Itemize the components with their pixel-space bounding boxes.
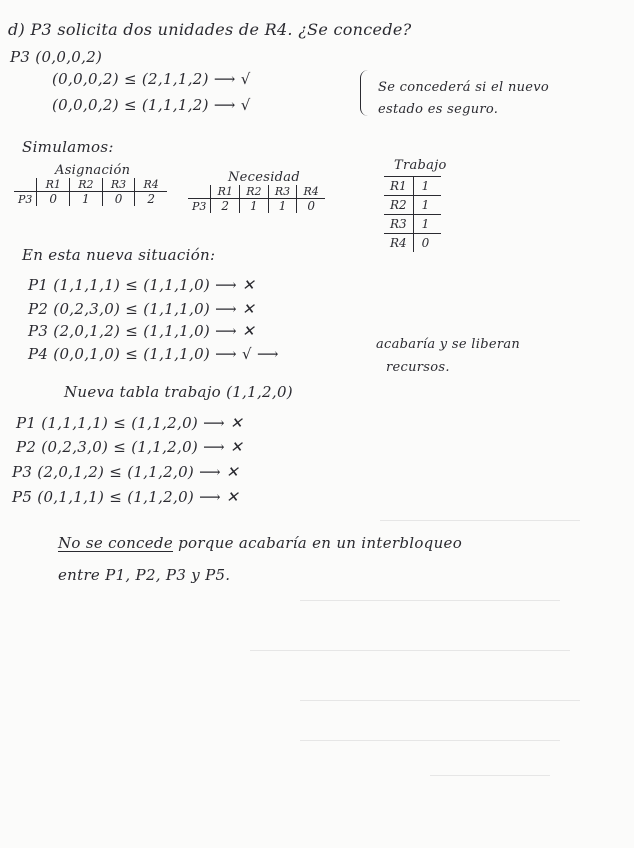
nec-h4: R4 — [297, 185, 325, 199]
asig-h4: R4 — [135, 178, 167, 192]
nec-v2: 1 — [240, 199, 269, 214]
trabajo-r1-label: R1 — [390, 179, 407, 193]
p4-note-line-1: acabaría y se liberan — [376, 337, 521, 352]
nueva-line-p5: P5 (0,1,1,1) ≤ (1,1,2,0) ⟶ ✕ — [12, 488, 239, 506]
nec-v1: 2 — [211, 199, 240, 214]
asig-v1: 0 — [37, 192, 70, 207]
asignacion-table — [14, 178, 167, 206]
nec-h1: R1 — [211, 185, 240, 199]
situacion-line-p3: P3 (2,0,1,2) ≤ (1,1,1,0) ⟶ ✕ — [28, 322, 255, 340]
simulate-label: Simulamos: — [22, 138, 114, 156]
nueva-line-p1: P1 (1,1,1,1) ≤ (1,1,2,0) ⟶ ✕ — [16, 414, 243, 432]
trabajo-r4-label: R4 — [390, 236, 407, 250]
asig-v3: 0 — [102, 192, 135, 207]
situacion-label: En esta nueva situación: — [22, 246, 216, 264]
nec-h3: R3 — [268, 185, 297, 199]
conclusion-rest: porque acabaría en un interbloqueo — [178, 534, 463, 552]
asig-v2: 1 — [70, 192, 103, 207]
situacion-line-p4: P4 (0,0,1,0) ≤ (1,1,1,0) ⟶ √ ⟶ — [28, 345, 279, 363]
show-through-line — [300, 700, 580, 701]
necesidad-title: Necesidad — [228, 170, 300, 185]
trabajo-r1-value: 1 — [413, 177, 441, 196]
request-vector: P3 (0,0,0,2) — [10, 48, 103, 66]
asig-row-label: P3 — [18, 192, 33, 206]
trabajo-table — [384, 176, 441, 252]
nueva-line-p3: P3 (2,0,1,2) ≤ (1,1,2,0) ⟶ ✕ — [12, 463, 239, 481]
asig-h2: R2 — [70, 178, 103, 192]
brace — [360, 70, 371, 116]
trabajo-r4-value: 0 — [413, 234, 441, 253]
necesidad-table — [188, 185, 325, 213]
asig-v4: 2 — [135, 192, 167, 207]
p4-note-line-2: recursos. — [386, 360, 450, 375]
nec-v3: 1 — [268, 199, 297, 214]
show-through-line — [300, 600, 560, 601]
trabajo-r3-label: R3 — [390, 217, 407, 231]
question-heading: d) P3 solicita dos unidades de R4. ¿Se concede? — [8, 20, 412, 39]
nec-h2: R2 — [240, 185, 269, 199]
conclusion-underlined: No se concede — [58, 534, 174, 552]
show-through-line — [300, 740, 560, 741]
note-line-1: Se concederá si el nuevo — [378, 80, 550, 95]
situacion-line-p2: P2 (0,2,3,0) ≤ (1,1,1,0) ⟶ ✕ — [28, 300, 255, 318]
show-through-line — [430, 775, 550, 776]
nueva-tabla-label: Nueva tabla trabajo (1,1,2,0) — [64, 383, 293, 401]
trabajo-r3-value: 1 — [413, 215, 441, 234]
asignacion-title: Asignación — [55, 163, 131, 178]
nec-row-label: P3 — [192, 199, 207, 213]
check-line-2: (0,0,0,2) ≤ (1,1,1,2) ⟶ √ — [52, 96, 251, 114]
trabajo-title: Trabajo — [394, 158, 447, 173]
note-line-2: estado es seguro. — [378, 102, 499, 117]
trabajo-r2-value: 1 — [413, 196, 441, 215]
trabajo-r2-label: R2 — [390, 198, 407, 212]
show-through-line — [380, 520, 580, 521]
conclusion-line-2: entre P1, P2, P3 y P5. — [58, 566, 231, 584]
conclusion-line-1 — [58, 534, 462, 552]
asig-h3: R3 — [102, 178, 135, 192]
nec-v4: 0 — [297, 199, 325, 214]
show-through-line — [250, 650, 570, 651]
asig-h1: R1 — [37, 178, 70, 192]
situacion-line-p1: P1 (1,1,1,1) ≤ (1,1,1,0) ⟶ ✕ — [28, 276, 255, 294]
check-line-1: (0,0,0,2) ≤ (2,1,1,2) ⟶ √ — [52, 70, 251, 88]
nueva-line-p2: P2 (0,2,3,0) ≤ (1,1,2,0) ⟶ ✕ — [16, 438, 243, 456]
